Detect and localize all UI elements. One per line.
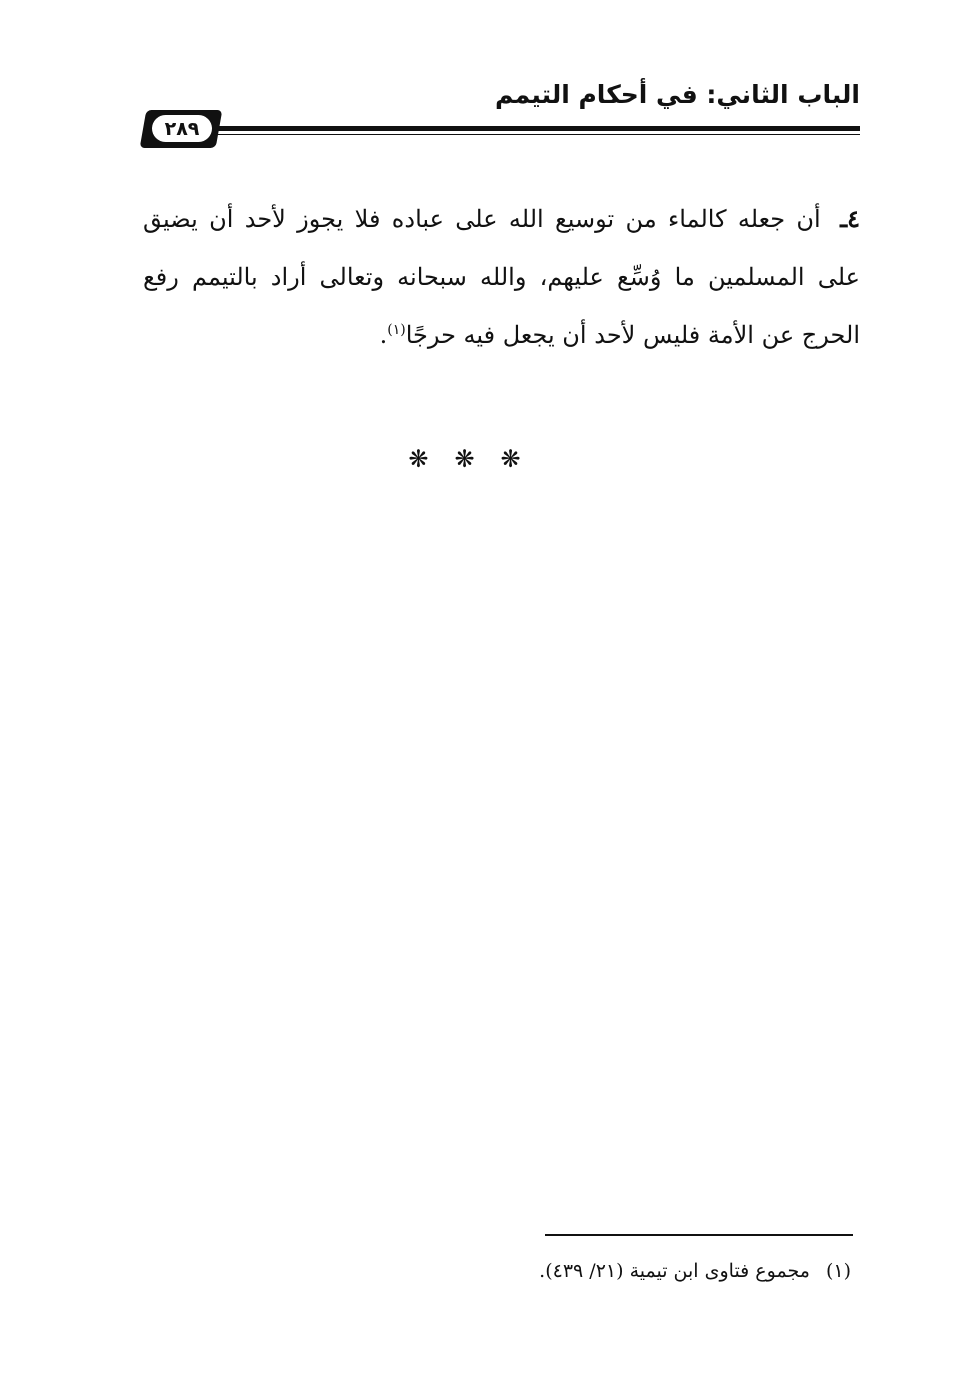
header-rule-thick	[195, 126, 860, 131]
item-number: ٤ـ	[840, 204, 860, 233]
footnote-number: (١)	[825, 1260, 851, 1282]
separator-asterisk-icon: ❋	[408, 445, 455, 473]
paragraph-text: أن جعله كالماء من توسيع الله على عباده فلا يجوز لأحد أن يضيق على المسلمين ما وُسِّع عليهم، والله سبحانه وتعالى أراد بالتيمم رفع الحرج عن الأمة فليس لأحد أن يجعل فيه حرجًا	[143, 205, 860, 349]
separator-asterisk-icon: ❋	[500, 445, 547, 473]
footnote-text: مجموع فتاوى ابن تيمية (٢١/ ٤٣٩).	[539, 1260, 810, 1282]
paragraph-end-punct: .	[379, 321, 388, 349]
chapter-title: الباب الثاني: في أحكام التيمم	[495, 80, 860, 109]
footnote-item	[539, 1260, 851, 1282]
section-separator	[0, 445, 955, 473]
footnote-divider	[545, 1234, 853, 1236]
separator-asterisk-icon: ❋	[454, 445, 501, 473]
header-rule-thin	[195, 134, 860, 135]
body-paragraph	[143, 190, 860, 364]
footnote-reference[interactable]: (١)	[387, 322, 406, 338]
page-number: ٢٨٩	[152, 115, 212, 142]
